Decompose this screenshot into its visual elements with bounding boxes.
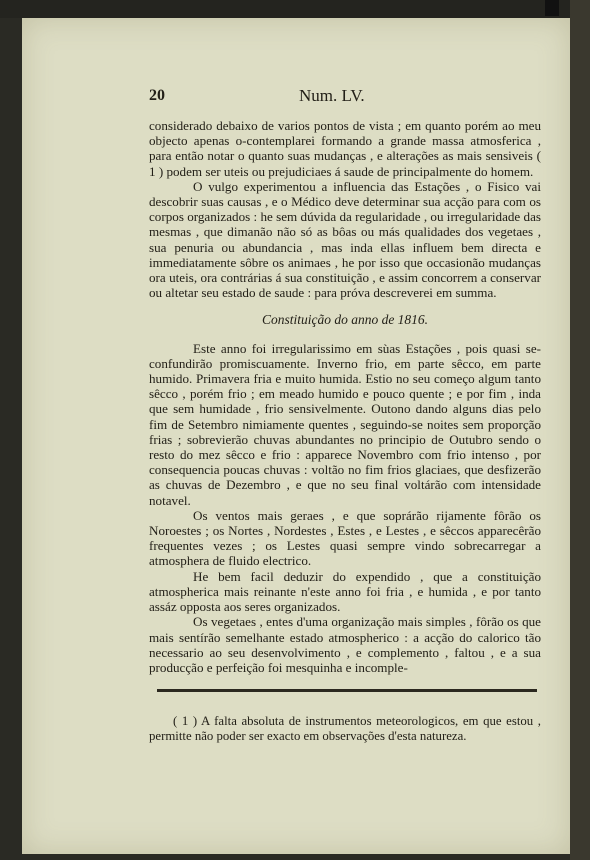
scan-corner-tab: [545, 0, 559, 16]
paragraph: Os ventos mais geraes , e que soprárão rijamente fôrão os Noroestes ; os Nortes , Nordestes , Estes , e Lestes , e sêccos apparecêrão frequentes vezes ; os Lestes quasi sempre vindo sobrecarregar a atmosphera de fluido electrico.: [149, 507, 541, 569]
paragraph: considerado debaixo de varios pontos de vista ; em quanto porém ao meu objecto apenas o-contemplarei formando a grande massa atmosferica , para então notar o quanto suas mudanças , e alterações as mais sensiveis ( 1 ) podem ser uteis ou prejudiciaes á saude de principalmente do homem.: [149, 118, 541, 179]
paragraph: He bem facil deduzir do expendido , que a constituição atmospherica mais reinante n'este anno foi fria , e humida , e por tanto assáz opposta aos seres organizados.: [149, 568, 541, 615]
running-header: [149, 88, 541, 118]
paragraph: Os vegetaes , entes d'uma organização mais simples , fôrão os que mais sentírão semelhante estado atmospherico : a acção do calorico tão necessario ao seu desenvolvimento , e complemento , faltou , e a sua producção e perfeição foi mesquinha e incomple-: [149, 614, 541, 675]
scan-right-edge: [570, 0, 590, 860]
paragraph: O vulgo experimentou a influencia das Estações , o Fisico vai descobrir suas causas , e o Médico deve determinar sua acção para com os corpos organizados : he sem dúvida da regularidade , ou irregularidade das mesmas , que dimanão não só as bôas ou más qualidades dos vegetaes , sua penuria ou abundancia , mas inda ellas influem bem directa e immediatamente sôbre os animaes , he por isso que occasionão mudanças ora uteis, ora contrárias á sua constituição , e assim concorrem a conservar ou altetar seu estado de saude : para próva descreverei em summa.: [149, 178, 541, 301]
scan-top-edge: [0, 0, 590, 18]
section-title: Constituição do anno de 1816.: [261, 312, 429, 328]
footnote-divider: [157, 689, 537, 692]
page-number: 20: [149, 87, 165, 104]
issue-title: Num. LV.: [299, 86, 365, 105]
page-text: [149, 88, 541, 744]
paragraph: Este anno foi irregularissimo em sùas Estações , pois quasi se-confundirão promiscuamente. Inverno frio, em parte sêcco, em parte humido. Primavera fria e muito humida. Estio no seu começo algum tanto sêcco , porém frio ; em meado humido e pouco quente ; e por fim , inda que sem humidade , frio sensivelmente. Outono dando alguns dias pelo fim de Setembro nimiamente quentes , seguindo-se noites sem proporção frias ; sobrevierão chuvas abundantes no principio de Outubro sendo o resto do mez sêcco e frio : apparece Novembro com frio intenso , por consequencia poucas chuvas : voltão no fim frios glaciaes, que desfizerão as chuvas de Dezembro , e que no seu final voltárão com intensidade notavel.: [149, 340, 541, 508]
footnote: ( 1 ) A falta absoluta de instrumentos meteorologicos, em que estou , permitte não poder ser exacto em observações d'esta natureza.: [149, 714, 541, 744]
